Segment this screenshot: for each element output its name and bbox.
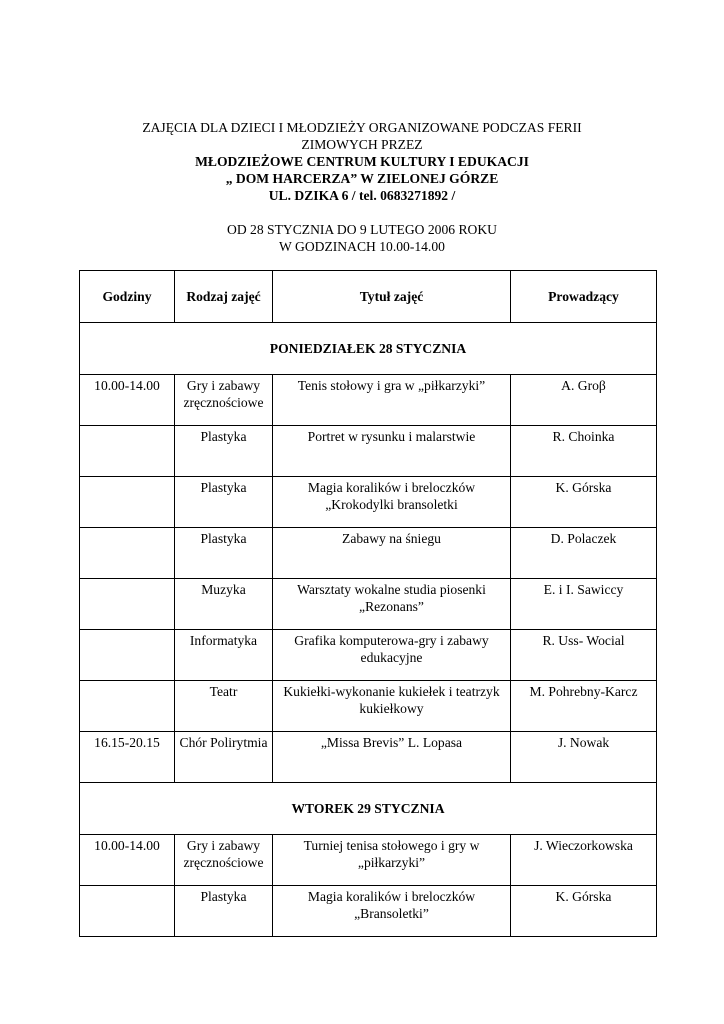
institution-name: MŁODZIEŻOWE CENTRUM KULTURY I EDUKACJI	[195, 154, 529, 169]
cell-type: Chór Polirytmia	[175, 732, 273, 783]
cell-lead: K. Górska	[511, 477, 657, 528]
cell-lead: R. Choinka	[511, 426, 657, 477]
cell-hours	[80, 528, 175, 579]
column-header-lead: Prowadzący	[511, 271, 657, 323]
cell-title: Turniej tenisa stołowego i gry w „piłkarzyki”	[273, 835, 511, 886]
table-header-row	[80, 271, 657, 323]
document-header	[0, 119, 724, 255]
cell-type: Gry i zabawy zręcznościowe	[175, 375, 273, 426]
table-row	[80, 579, 657, 630]
day-label: WTOREK 29 STYCZNIA	[80, 783, 657, 835]
cell-title: Tenis stołowy i gra w „piłkarzyki”	[273, 375, 511, 426]
table-row	[80, 732, 657, 783]
cell-type: Plastyka	[175, 528, 273, 579]
cell-title: Warsztaty wokalne studia piosenki „Rezonans”	[273, 579, 511, 630]
cell-lead: M. Pohrebny-Karcz	[511, 681, 657, 732]
cell-lead: J. Wieczorkowska	[511, 835, 657, 886]
cell-title: Grafika komputerowa-gry i zabawy edukacyjne	[273, 630, 511, 681]
cell-title: Magia koralików i breloczków „Bransoletki”	[273, 886, 511, 937]
table-row	[80, 681, 657, 732]
institution-address: UL. DZIKA 6 / tel. 0683271892 /	[268, 188, 456, 203]
cell-type: Plastyka	[175, 477, 273, 528]
table-row	[80, 886, 657, 937]
cell-hours	[80, 630, 175, 681]
institution-subname: „ DOM HARCERZA” W ZIELONEJ GÓRZE	[225, 171, 499, 186]
cell-lead: D. Polaczek	[511, 528, 657, 579]
cell-title: Portret w rysunku i malarstwie	[273, 426, 511, 477]
cell-title: Kukiełki-wykonanie kukiełek i teatrzyk kukiełkowy	[273, 681, 511, 732]
cell-hours	[80, 579, 175, 630]
cell-hours: 10.00-14.00	[80, 375, 175, 426]
header-line-2: ZIMOWYCH PRZEZ	[301, 137, 423, 152]
cell-hours	[80, 681, 175, 732]
cell-title: Zabawy na śniegu	[273, 528, 511, 579]
cell-lead: K. Górska	[511, 886, 657, 937]
cell-lead: J. Nowak	[511, 732, 657, 783]
table-row	[80, 375, 657, 426]
cell-hours: 16.15-20.15	[80, 732, 175, 783]
cell-title: „Missa Brevis” L. Lopasa	[273, 732, 511, 783]
table-row	[80, 528, 657, 579]
header-line-1: ZAJĘCIA DLA DZIECI I MŁODZIEŻY ORGANIZOWANE PODCZAS FERII	[142, 120, 582, 135]
cell-hours: 10.00-14.00	[80, 835, 175, 886]
cell-type: Informatyka	[175, 630, 273, 681]
date-range: OD 28 STYCZNIA DO 9 LUTEGO 2006 ROKU	[227, 222, 497, 237]
cell-lead: E. i I. Sawiccy	[511, 579, 657, 630]
cell-lead: A. Groβ	[511, 375, 657, 426]
cell-type: Teatr	[175, 681, 273, 732]
cell-type: Muzyka	[175, 579, 273, 630]
cell-type: Plastyka	[175, 426, 273, 477]
cell-title: Magia koralików i breloczków „Krokodylki bransoletki	[273, 477, 511, 528]
column-header-type: Rodzaj zajęć	[175, 271, 273, 323]
column-header-hours: Godziny	[80, 271, 175, 323]
cell-lead: R. Uss- Wocial	[511, 630, 657, 681]
time-range: W GODZINACH 10.00-14.00	[279, 239, 445, 254]
day-label: PONIEDZIAŁEK 28 STYCZNIA	[80, 323, 657, 375]
schedule-table	[79, 270, 657, 937]
cell-hours	[80, 886, 175, 937]
cell-hours	[80, 477, 175, 528]
day-row	[80, 783, 657, 835]
cell-type: Plastyka	[175, 886, 273, 937]
table-row	[80, 426, 657, 477]
cell-hours	[80, 426, 175, 477]
table-row	[80, 835, 657, 886]
table-row	[80, 477, 657, 528]
column-header-title: Tytuł zajęć	[273, 271, 511, 323]
day-row	[80, 323, 657, 375]
table-row	[80, 630, 657, 681]
cell-type: Gry i zabawy zręcznościowe	[175, 835, 273, 886]
